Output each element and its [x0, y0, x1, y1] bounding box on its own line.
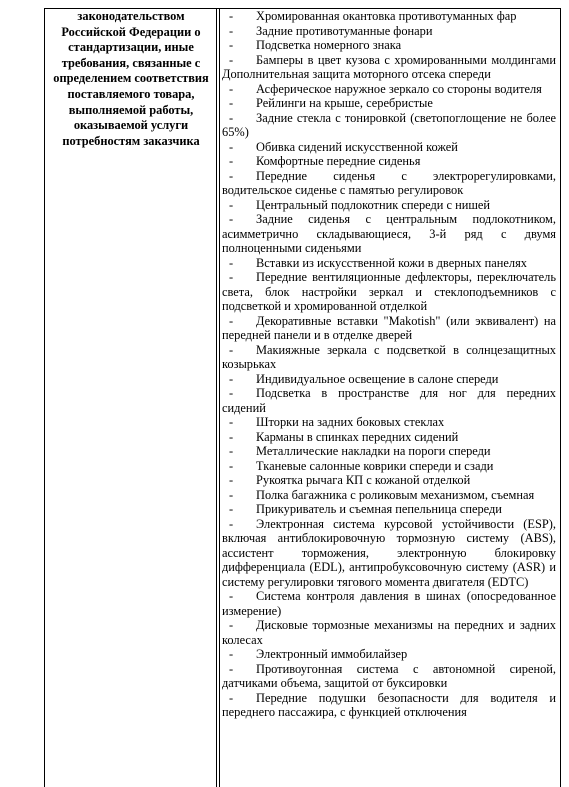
list-dash: -	[229, 502, 234, 516]
list-item	[222, 343, 556, 372]
list-item	[222, 38, 556, 53]
list-dash: -	[229, 386, 234, 400]
list-item-text: Задние сиденья с центральным подлокотником, асимметрично складывающиеся, 3-й ряд с двумя полноценными сиденьями	[222, 212, 556, 255]
list-dash: -	[229, 139, 234, 154]
list-dash: -	[229, 9, 234, 23]
list-dash: -	[229, 487, 234, 502]
list-item	[222, 386, 556, 415]
list-item-text: Передние сиденья с электрорегулировками, водительское сиденье с памятью регулировок	[222, 168, 556, 197]
list-dash: -	[229, 168, 234, 183]
list-item	[222, 430, 556, 445]
list-dash: -	[229, 342, 234, 357]
list-item	[222, 212, 556, 256]
list-item-text: Индивидуальное освещение в салоне спереди	[256, 371, 499, 386]
list-item-text: Тканевые салонные коврики спереди и сзади	[256, 458, 494, 473]
list-item	[222, 270, 556, 314]
list-item	[222, 662, 556, 691]
list-item	[222, 111, 556, 140]
list-dash: -	[229, 270, 234, 284]
list-item-text: Хромированная окантовка противотуманных фар	[256, 9, 517, 23]
list-item-text: Электронная система курсовой устойчивости (ESP), включая антиблокировочную тормозную систему (ABS), ассистент торможения, электронную блокировку дифференциала (EDL), антипробуксовочную систему (ASR) и систему регулировки тягового момента двигателя (EDTC)	[222, 516, 556, 589]
list-dash: -	[229, 212, 234, 226]
requirements-label-cell: законодательством Российской Федерации о стандартизации, иные требования, связанные с определением соответствия поставляемого товара, выполняемой работы, оказываемой услуги потребностям заказчика	[53, 9, 209, 148]
list-dash: -	[229, 371, 234, 386]
list-item	[222, 314, 556, 343]
list-item	[222, 154, 556, 169]
list-item	[222, 169, 556, 198]
list-item-text: Передние вентиляционные дефлекторы, переключатель света, блок настройки зеркал и стеклоподъемников с подсветкой и хромированной отделкой	[222, 270, 556, 313]
equipment-list	[222, 9, 556, 720]
list-dash: -	[229, 23, 234, 38]
list-item	[222, 502, 556, 517]
list-item-text: Макияжные зеркала с подсветкой в солнцезащитных козырьках	[222, 342, 556, 371]
list-item	[222, 589, 556, 618]
list-dash: -	[229, 415, 234, 429]
list-dash: -	[229, 444, 234, 458]
list-item	[222, 198, 556, 213]
list-item	[222, 140, 556, 155]
list-item-text: Электронный иммобилайзер	[256, 647, 408, 661]
list-item	[222, 647, 556, 662]
list-item	[222, 517, 556, 590]
list-item-text: Декоративные вставки "Makotish" (или эквивалент) на передней панели и в отделке дверей	[222, 313, 556, 342]
list-item	[222, 618, 556, 647]
list-item	[222, 256, 556, 271]
list-item-text: Шторки на задних боковых стеклах	[256, 415, 445, 429]
list-item-text: Рейлинги на крыше, серебристые	[256, 96, 433, 110]
list-item	[222, 53, 556, 82]
list-item-text: Задние противотуманные фонари	[256, 23, 433, 38]
list-item-text: Обивка сидений искусственной кожей	[256, 139, 458, 154]
list-item-text: Дисковые тормозные механизмы на передних и задних колесах	[222, 618, 556, 647]
list-item	[222, 415, 556, 430]
list-item-text: Вставки из искусственной кожи в дверных панелях	[256, 255, 527, 270]
list-item-text: Рукоятка рычага КП с кожаной отделкой	[256, 473, 471, 487]
list-item-text: Подсветка в пространстве для ног для передних сидений	[222, 386, 556, 415]
table-left-border	[44, 8, 45, 787]
list-item	[222, 691, 556, 720]
list-item-text: Центральный подлокотник спереди с нишей	[256, 197, 491, 212]
list-dash: -	[229, 647, 234, 661]
list-item-text: Металлические накладки на пороги спереди	[256, 444, 491, 458]
list-item-text: Карманы в спинках передних сидений	[256, 429, 459, 444]
list-dash: -	[229, 197, 234, 212]
list-item-text: Задние стекла с тонировкой (светопоглощение не более 65%)	[222, 110, 556, 139]
list-dash: -	[229, 96, 234, 110]
list-dash: -	[229, 429, 234, 444]
list-dash: -	[229, 661, 234, 676]
list-dash: -	[229, 110, 234, 125]
column-divider	[216, 8, 220, 787]
list-item-text: Асферическое наружное зеркало со стороны водителя	[256, 81, 542, 96]
list-item	[222, 24, 556, 39]
list-dash: -	[229, 52, 234, 67]
list-item-text: Комфортные передние сиденья	[256, 154, 421, 168]
list-dash: -	[229, 589, 234, 603]
list-dash: -	[229, 690, 234, 705]
list-item-text: Прикуриватель и съемная пепельница спереди	[256, 502, 502, 516]
list-dash: -	[229, 81, 234, 96]
list-dash: -	[229, 618, 234, 632]
list-item	[222, 372, 556, 387]
list-dash: -	[229, 473, 234, 487]
list-item	[222, 473, 556, 488]
list-item	[222, 96, 556, 111]
list-item	[222, 444, 556, 459]
list-dash: -	[229, 458, 234, 473]
list-dash: -	[229, 255, 234, 270]
list-item-text: Бамперы в цвет кузова с хромированными молдингами Дополнительная защита моторного отсека спереди	[222, 52, 556, 81]
list-dash: -	[229, 154, 234, 168]
list-item-text: Полка багажника с роликовым механизмом, съемная	[256, 487, 535, 502]
list-dash: -	[229, 38, 234, 52]
list-dash: -	[229, 313, 234, 328]
list-item	[222, 488, 556, 503]
list-item	[222, 82, 556, 97]
table-right-border	[560, 8, 561, 787]
list-item-text: Противоугонная система с автономной сиреной, датчиками объема, защитой от буксировки	[222, 661, 556, 690]
list-item	[222, 459, 556, 474]
list-item-text: Система контроля давления в шинах (опосредованное измерение)	[222, 589, 556, 618]
list-item-text: Передние подушки безопасности для водителя и переднего пассажира, с функцией отключения	[222, 690, 556, 719]
list-item	[222, 9, 556, 24]
list-dash: -	[229, 516, 234, 531]
list-item-text: Подсветка номерного знака	[256, 38, 402, 52]
